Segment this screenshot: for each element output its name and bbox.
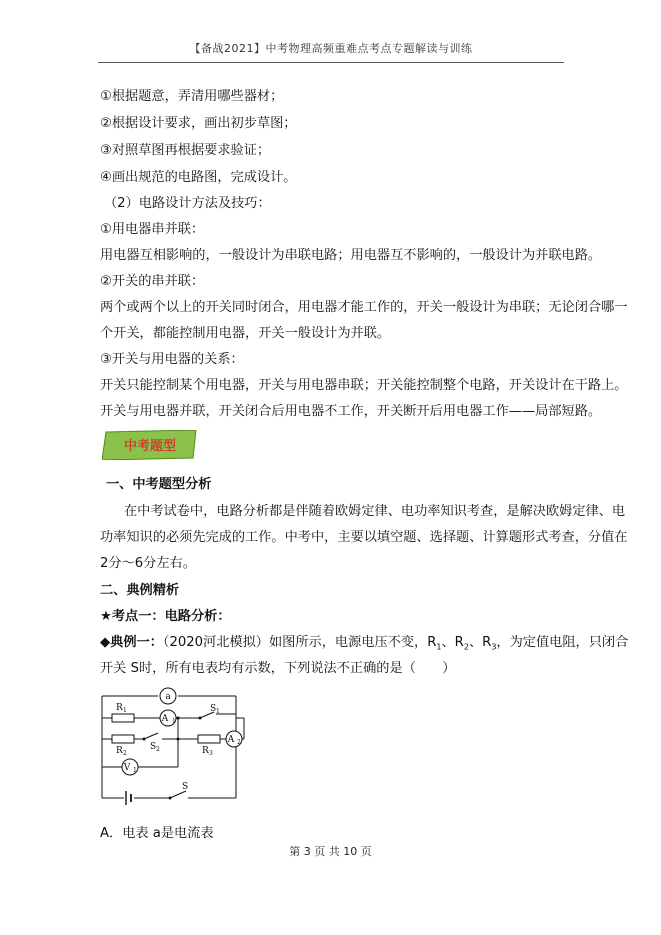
exam-para-1: 在中考试卷中，电路分析都是伴随着欧姆定律、电功率知识考查，是解决欧姆定律、电: [124, 504, 626, 519]
page-footer: 第 3 页 共 10 页: [289, 845, 372, 858]
step-3: ③对照草图再根据要求验证；: [100, 143, 271, 158]
header-divider: [98, 62, 564, 63]
r2-sub: 2: [123, 750, 127, 757]
p3-text-2: 开关与用电器并联，开关闭合后用电器不工作，开关断开后用电器工作——局部短路。: [100, 404, 602, 419]
meter-a1-sub: 1: [172, 718, 176, 725]
meter-v1-sub: 1: [133, 767, 137, 774]
p3-title: ③开关与用电器的关系：: [100, 352, 244, 367]
s1-sub: 1: [216, 708, 220, 715]
r2-label: R: [116, 746, 123, 756]
exam-type-banner: [102, 430, 198, 460]
sub-1: 1: [436, 642, 442, 652]
section-2-title: （2）电路设计方法及技巧：: [104, 196, 271, 211]
p3-text-1: 开关只能控制某个用电器，开关与用电器串联；开关能控制整个电路，开关设计在干路上。: [100, 378, 628, 393]
page-header: 【备战2021】中考物理高频重难点考点专题解读与训练: [189, 42, 473, 55]
ex-text-b: 、R: [441, 635, 464, 650]
point-1: ★考点一：电路分析：: [100, 609, 231, 624]
meter-v1-label: V: [123, 763, 131, 773]
p1-text: 用电器互相影响的，一般设计为串联电路；用电器互不影响的，一般设计为并联电路。: [100, 248, 602, 263]
r1-label: R: [116, 703, 123, 713]
meter-a-label: a: [165, 692, 171, 702]
ex-text-c: 、R: [468, 635, 492, 650]
meter-a2-label: A: [227, 735, 235, 745]
option-a: A．电表 a是电流表: [100, 826, 214, 841]
p2-text-2: 个开关，都能控制用电器，开关一般设计为并联。: [100, 326, 391, 341]
circuit-diagram: [96, 685, 256, 810]
r3-resistor: [198, 735, 220, 743]
exam-para-2: 功率知识的必须先完成的工作。中考中，主要以填空题、选择题、计算题形式考查，分值在: [100, 530, 628, 545]
meter-a1-label: A: [161, 714, 169, 724]
step-2: ②根据设计要求，画出初步草图；: [100, 116, 297, 131]
banner-label: 中考题型: [123, 439, 177, 454]
p2-text-1: 两个或两个以上的开关同时闭合，用电器才能工作的，开关一般设计为串联；无论闭合哪一: [100, 300, 628, 315]
p1-title: ①用电器串并联：: [100, 222, 205, 237]
sub-2: 2: [463, 642, 469, 652]
r1-resistor: [112, 714, 134, 722]
example-1-line-1: [100, 631, 628, 652]
exam-heading: 一、中考题型分析: [106, 477, 212, 492]
s2-sub: 2: [156, 746, 160, 753]
r3-label: R: [202, 746, 209, 756]
exam-para-3: 2分～6分左右。: [100, 556, 196, 571]
ex-text-d: ，为定值电阻，只闭合: [496, 635, 629, 650]
examples-heading: 二、典例精析: [100, 583, 180, 598]
p2-title: ②开关的串并联：: [100, 274, 205, 289]
r3-sub: 3: [209, 750, 213, 757]
step-1: ①根据题意，弄清用哪些器材；: [100, 89, 284, 104]
sub-3: 3: [491, 642, 497, 652]
s2-label: S: [150, 742, 157, 752]
ex-text-a: （2020河北模拟）如图所示，电源电压不变，R: [162, 635, 437, 650]
s1-label: S: [210, 704, 217, 714]
s-label: S: [182, 782, 189, 792]
example-label: ◆典例一：: [100, 635, 163, 650]
example-1-line-2: 开关 S时，所有电表均有示数，下列说法不正确的是（ ）: [100, 661, 456, 676]
r2-resistor: [112, 735, 134, 743]
r1-sub: 1: [123, 707, 127, 714]
step-4: ④画出规范的电路图，完成设计。: [100, 170, 297, 185]
meter-a2-sub: 2: [237, 739, 241, 746]
